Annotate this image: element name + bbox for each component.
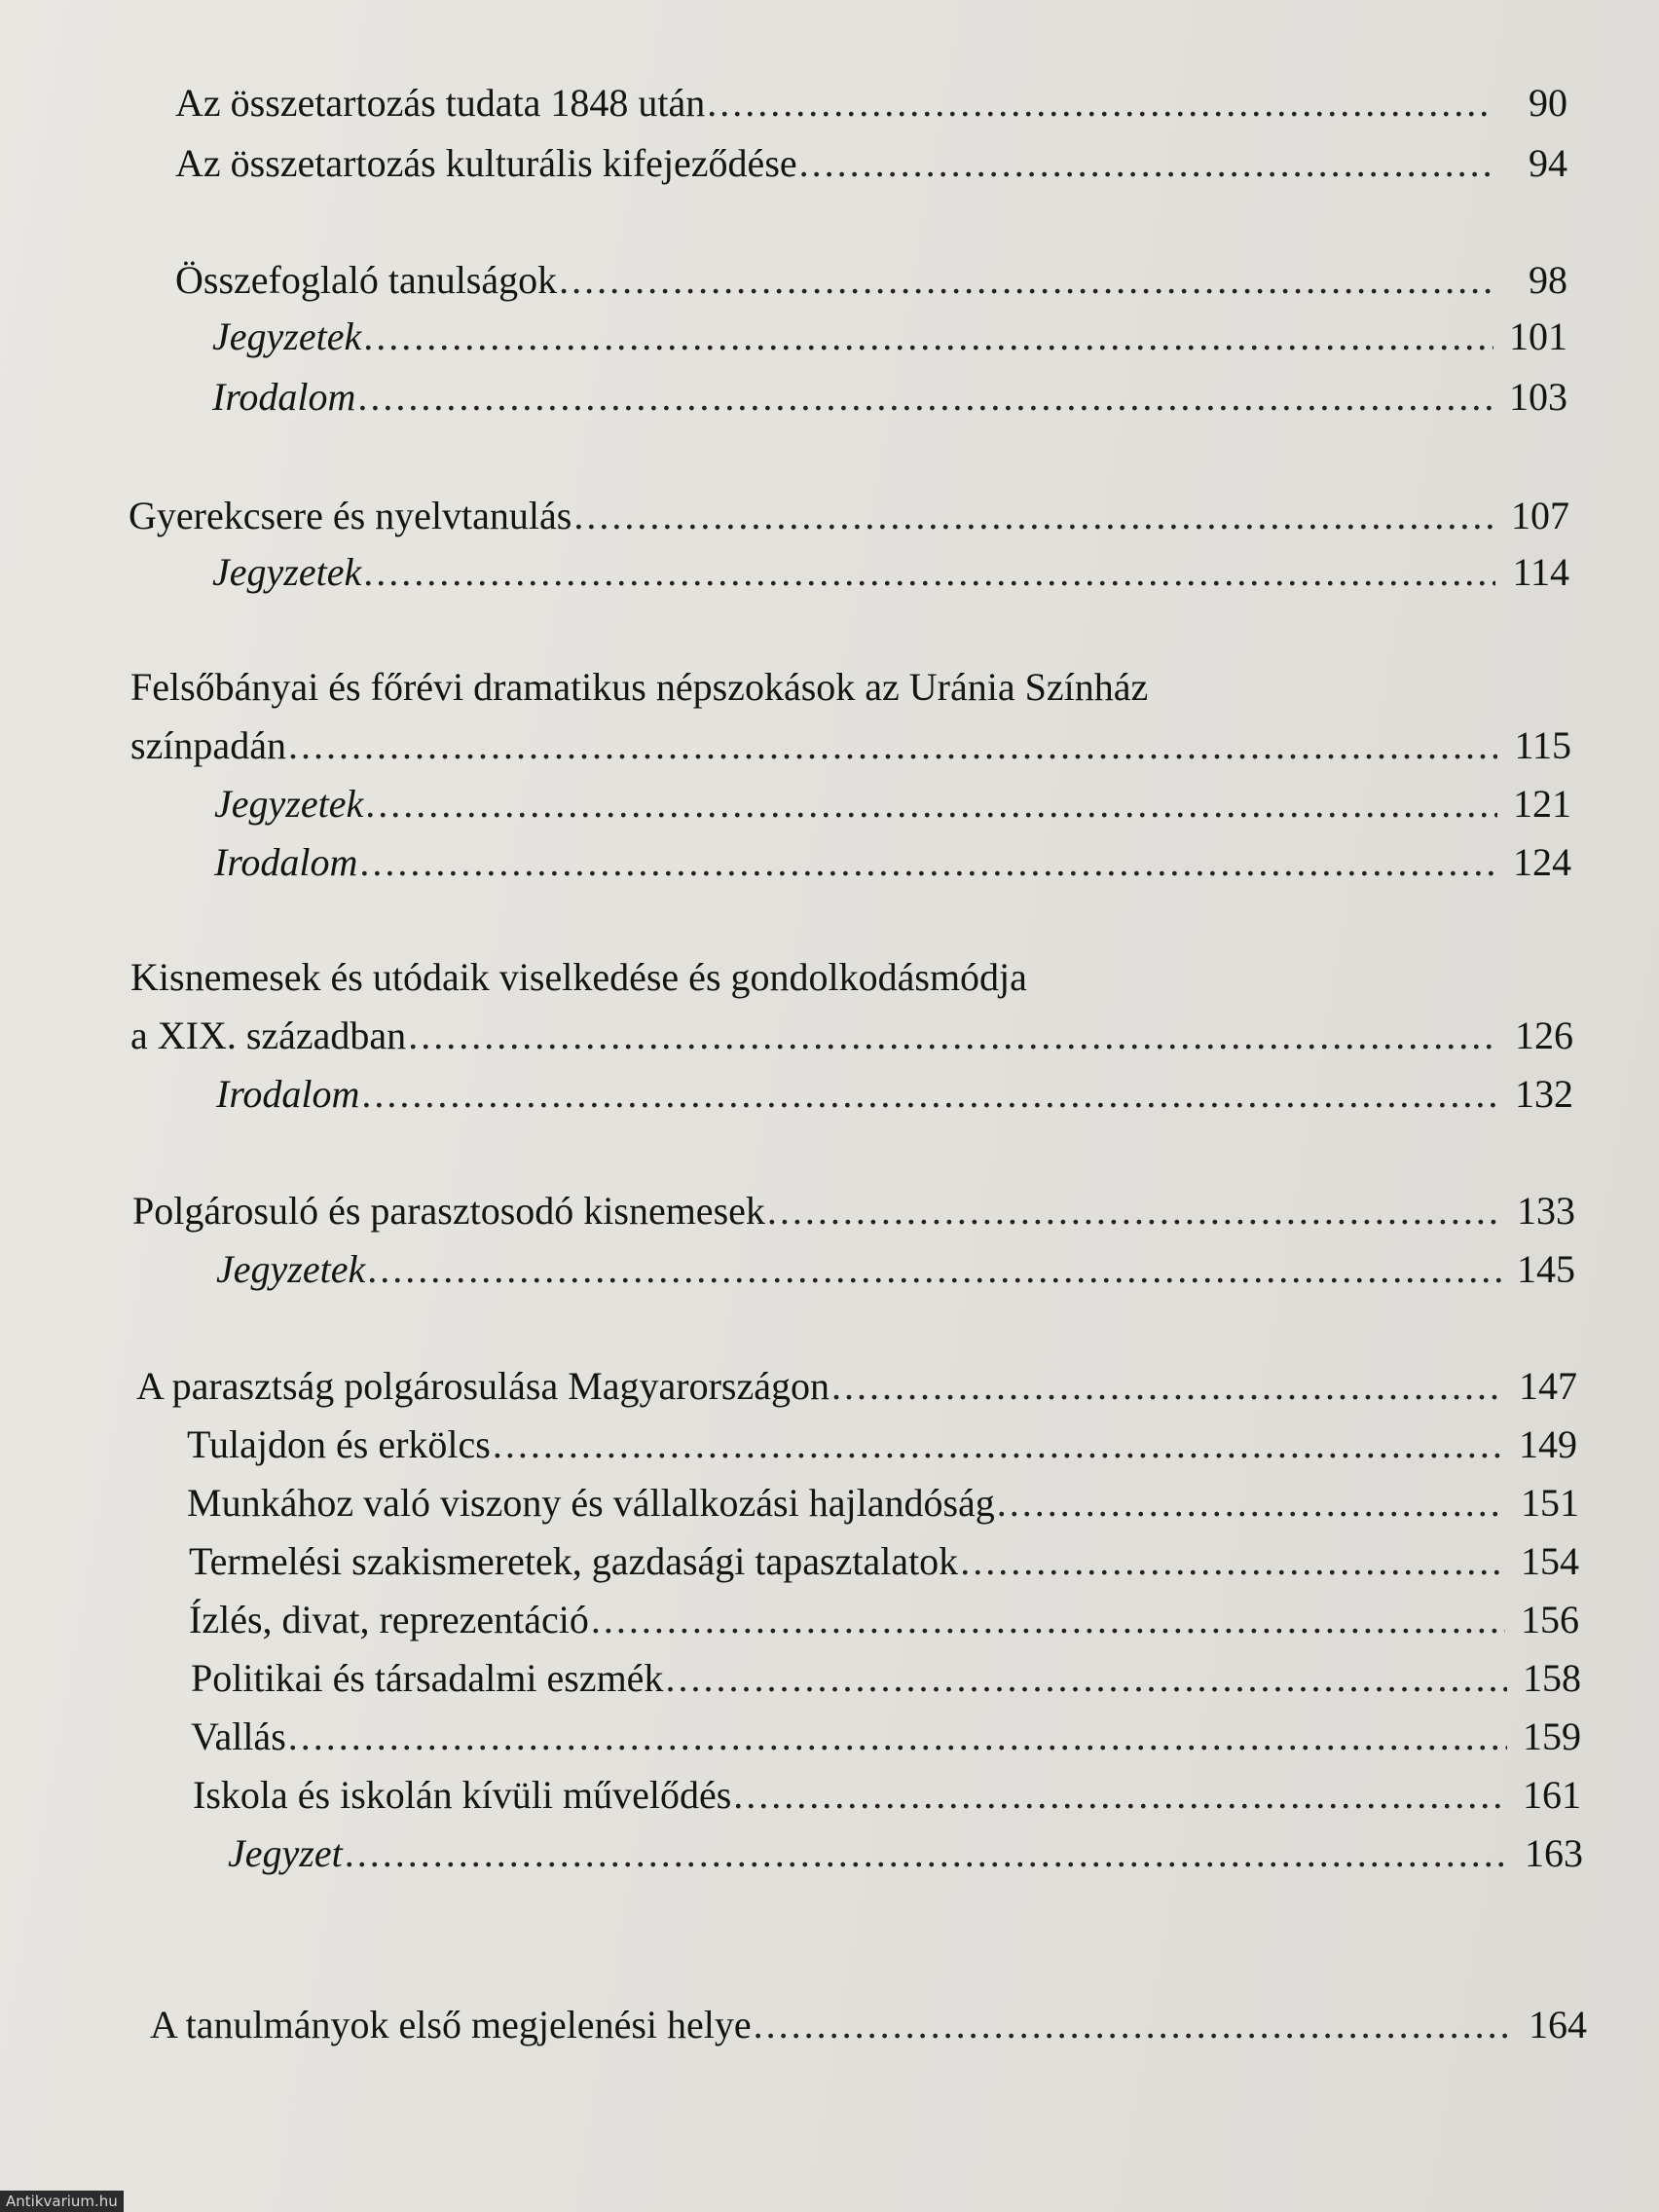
toc-entry[interactable] (212, 313, 1567, 360)
toc-entry-title: A parasztság polgárosulása Magyarországon (136, 1364, 830, 1408)
toc-entry[interactable] (129, 493, 1569, 539)
toc-entry-title-first-line: Felsőbányai és főrévi dramatikus népszokások az Uránia Színház (130, 665, 1149, 709)
toc-entry[interactable] (216, 1071, 1573, 1118)
leader-dots (408, 1013, 1499, 1059)
toc-entry[interactable] (193, 1772, 1581, 1819)
toc-entry-title-first-line: Kisnemesek és utódaik viselkedése és gondolkodásmódja (130, 955, 1027, 999)
toc-entry-page: 161 (1523, 1773, 1581, 1817)
toc-entry-page: 132 (1515, 1072, 1573, 1116)
leader-dots (288, 1714, 1507, 1760)
toc-entry-title: Termelési szakismeretek, gazdasági tapasztalatok (189, 1539, 959, 1583)
toc-entry-title: Ízlés, divat, reprezentáció (189, 1598, 589, 1641)
toc-entry-title: Jegyzet (228, 1831, 343, 1875)
toc-entry-page: 101 (1509, 314, 1567, 358)
toc-entry-page: 133 (1517, 1189, 1575, 1233)
toc-entry[interactable] (187, 1480, 1579, 1527)
toc-entry[interactable] (212, 374, 1567, 421)
toc-entry-title: Irodalom (214, 840, 358, 884)
toc-entry-title: a XIX. században (130, 1014, 407, 1057)
toc-entry-page: 156 (1521, 1598, 1579, 1641)
toc-entry-page: 115 (1514, 723, 1571, 767)
toc-entry[interactable] (132, 1188, 1575, 1235)
leader-dots (367, 1246, 1501, 1293)
toc-entry-page: 103 (1509, 375, 1567, 419)
toc-entry[interactable] (189, 1597, 1579, 1643)
toc-entry[interactable] (214, 781, 1571, 828)
toc-entry-page: 124 (1513, 840, 1571, 884)
toc-entry-page: 121 (1513, 782, 1571, 826)
toc-entry-page: 163 (1525, 1831, 1583, 1875)
toc-entry-page: 90 (1529, 81, 1567, 125)
toc-entry-title: Az összetartozás tudata 1848 után (175, 81, 706, 125)
toc-entry[interactable] (191, 1714, 1581, 1760)
leader-dots (767, 1188, 1501, 1235)
toc-entry-title: Jegyzetek (212, 550, 362, 594)
toc-entry-title: Munkához való viszony és vállalkozási hajlandóság (187, 1481, 995, 1525)
watermark: Antikvarium.hu (0, 2191, 124, 2212)
toc-entry-title: Jegyzetek (216, 1247, 366, 1291)
toc-entry-page: 114 (1512, 550, 1569, 594)
leader-dots (365, 781, 1497, 828)
toc-entry-title: Iskola és iskolán kívüli művelődés (193, 1773, 732, 1817)
toc-entry-page: 164 (1529, 2003, 1587, 2046)
toc-entry-page: 145 (1517, 1247, 1575, 1291)
toc-entry-title: Polgárosuló és parasztosodó kisnemesek (132, 1189, 765, 1233)
toc-entry-page: 158 (1523, 1656, 1581, 1700)
leader-dots (361, 1071, 1499, 1118)
toc-entry-page: 98 (1529, 258, 1567, 302)
toc-entry[interactable] (130, 722, 1571, 769)
toc-entry[interactable] (136, 1363, 1577, 1410)
leader-dots (831, 1363, 1503, 1410)
toc-entry-title: Jegyzetek (214, 782, 364, 826)
toc-entry-page: 107 (1511, 494, 1569, 537)
toc-entry[interactable] (175, 140, 1567, 187)
leader-dots (493, 1421, 1503, 1468)
toc-entry-page: 151 (1521, 1481, 1579, 1525)
toc-entry[interactable] (212, 549, 1569, 596)
toc-entry[interactable] (150, 2002, 1587, 2048)
toc-entry-title: Az összetartozás kulturális kifejeződése (175, 141, 797, 185)
toc-entry-title: Irodalom (212, 375, 356, 419)
toc-entry-title: Vallás (191, 1714, 286, 1758)
toc-entry-title: Összefoglaló tanulságok (175, 258, 558, 302)
toc-entry[interactable] (189, 1538, 1579, 1585)
leader-dots (707, 80, 1493, 127)
toc-entry-title: Irodalom (216, 1072, 360, 1116)
leader-dots (573, 493, 1495, 539)
toc-entry[interactable] (175, 80, 1567, 127)
toc-entry-title: Tulajdon és erkölcs (187, 1422, 491, 1466)
leader-dots (799, 140, 1493, 187)
toc-entry-page: 154 (1521, 1539, 1579, 1583)
toc-entry-title: A tanulmányok első megjelenési helye (150, 2003, 752, 2046)
toc-entry[interactable] (228, 1830, 1583, 1877)
leader-dots (363, 549, 1495, 596)
toc-entry-title: Politikai és társadalmi eszmék (191, 1656, 664, 1700)
toc-entry[interactable] (216, 1246, 1575, 1293)
toc-entry[interactable] (214, 839, 1571, 886)
toc-entry[interactable] (187, 1421, 1577, 1468)
toc-entry[interactable] (130, 1013, 1573, 1059)
toc-entry-title: Gyerekcsere és nyelvtanulás (129, 494, 572, 537)
leader-dots (665, 1655, 1507, 1702)
toc-entry-page: 159 (1523, 1714, 1581, 1758)
leader-dots (363, 313, 1493, 360)
leader-dots (288, 722, 1497, 769)
leader-dots (754, 2002, 1513, 2048)
leader-dots (997, 1480, 1505, 1527)
toc-entry[interactable] (191, 1655, 1581, 1702)
leader-dots (591, 1597, 1505, 1643)
toc-entry-title: Jegyzetek (212, 314, 362, 358)
toc-entry-page: 126 (1515, 1014, 1573, 1057)
leader-dots (960, 1538, 1505, 1585)
toc-entry-page: 147 (1519, 1364, 1577, 1408)
toc-entry[interactable] (175, 257, 1567, 304)
leader-dots (733, 1772, 1507, 1819)
toc-entry-page: 149 (1519, 1422, 1577, 1466)
leader-dots (359, 839, 1497, 886)
leader-dots (559, 257, 1493, 304)
leader-dots (345, 1830, 1509, 1877)
leader-dots (357, 374, 1493, 421)
toc-entry-title: színpadán (130, 723, 286, 767)
toc-entry-page: 94 (1529, 141, 1567, 185)
